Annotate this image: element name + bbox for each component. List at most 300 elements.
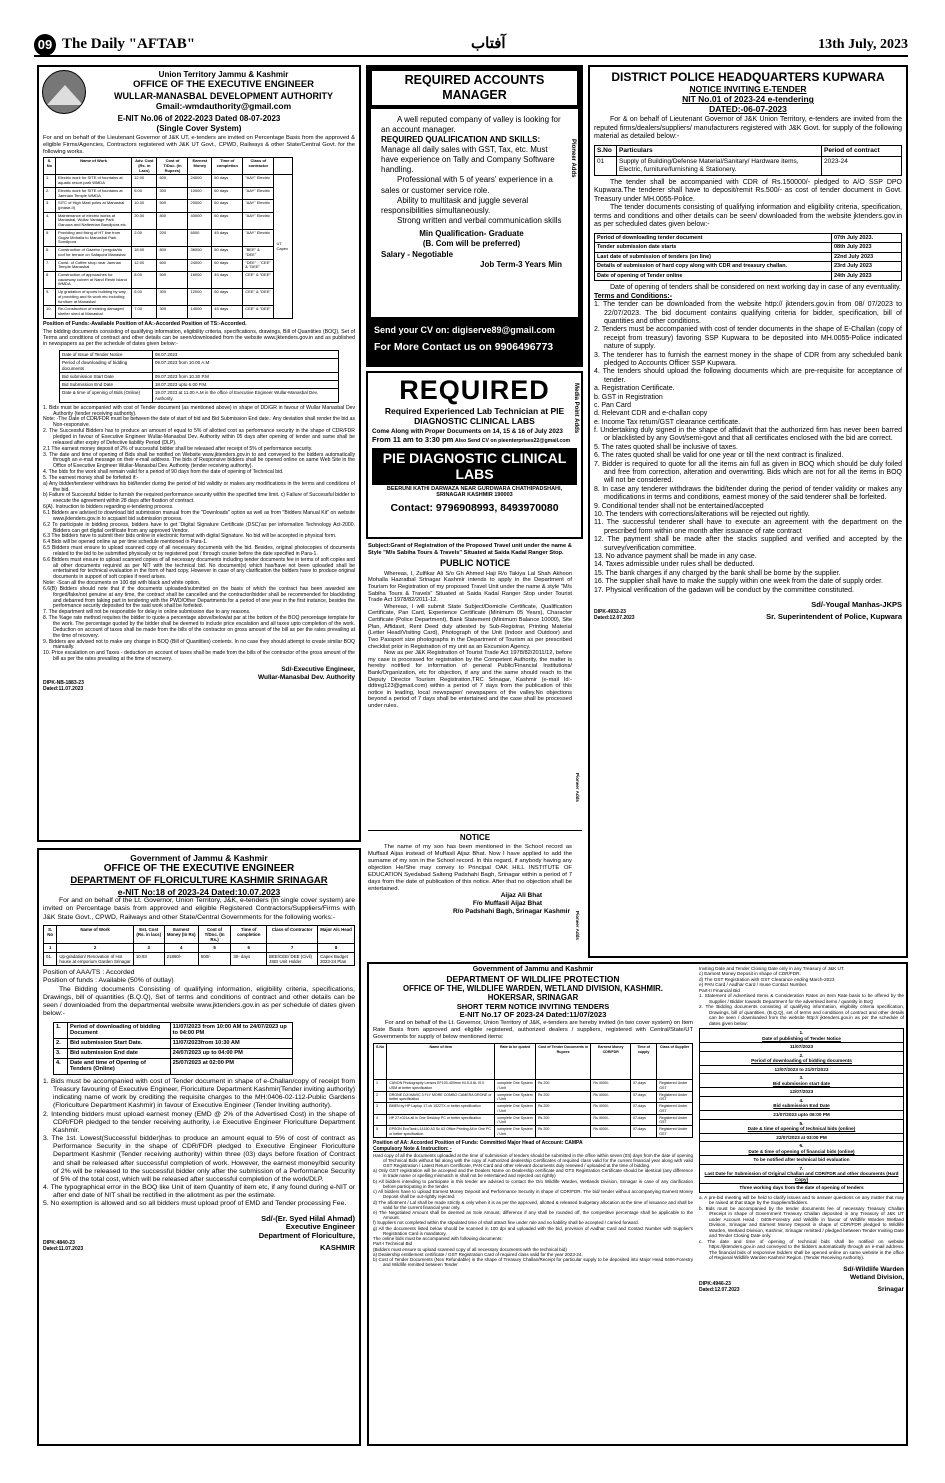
wular-work-cell: 24000 <box>188 259 212 271</box>
flori-work-cell: 500/- <box>198 952 231 965</box>
accounts-salary: Salary - Negotiable <box>381 249 454 259</box>
police-col-sno: S.No <box>595 145 617 156</box>
police-term-item: 13. No advance payment shall be made in any case. <box>594 552 757 560</box>
wular-work-cell: "AAY" Electric <box>243 212 274 229</box>
wular-work-cell: 60 days <box>212 259 243 271</box>
wild-sched-no: 4. <box>799 1097 804 1103</box>
wild-sched-label <box>700 1051 904 1065</box>
wular-date-row <box>60 381 339 389</box>
wild-item-cell: 1 <box>374 1080 387 1091</box>
wular-term-item: 5. The earnest money shall be forfeited if:- <box>43 474 139 481</box>
police-term-item: 6. The rates quoted shall be valid for one year or till the next contract is finalized. <box>594 452 844 460</box>
travel-body: Whereas, I, Zulfikar Ali S/o Gh Ahmed Haji R/o Takiya Lal Shah Akhoon Mohalla Hazratbal Srinagar Kashmir intends to apply in the Department of Tourism for Registration of my proposed Travel Unit under the name & style "M/s Sabiha Tours & Travels" Situated at Saida Kadal Ranger Stop under Tourist Trade Act 1978/82/2011-12. <box>368 570 572 604</box>
wular-work-cell: 800 <box>157 247 188 259</box>
wild-item-row <box>374 1080 693 1091</box>
wild-right-col2 <box>699 1195 904 1260</box>
lab-interview: Come Along with Proper Documents on 14, 15 & 16 of July 2023 <box>372 428 563 436</box>
flori-date-cell: 24/07/2023 up to 04:00 PM <box>170 1048 292 1058</box>
wild-sched-value: 21/07/2023 upto 06:00 PM <box>700 1111 904 1120</box>
wular-term-item: 6.5 Bidders must ensure to upload scanned copy of all necessary documents with the bid. Besides, original photocopies of documents related to the bid to be submitted physically or by registered post / through courier before the date specified in Para-1. <box>43 545 355 557</box>
wular-term-item: 6.4 Bids will be opened online as per time schedule mentioned in Para-1. <box>43 539 208 546</box>
flori-term-item: 3. The 1st. Lowest(Successful bidder)has to produce an amount equal to 5% of cost of contract as Performance Security in the shape of CDR/FDR pledged to Executive Engineer Floriculture Department Kashmir (Tender receiving authority) within three (03) days before fixation of Contract and shall be released after successful completion of work. However, the earnest money/bid security of 2% will be released to the successful bidder only after the submission of a Performance Security of 5% of the total cost, which will be released after successful completion of the work/DLP. <box>43 1135 355 1183</box>
wular-date-cell: 18.07.2023 upto 6.00 P.M. <box>152 381 338 389</box>
wular-date-cell: 08.07.2023 <box>152 351 338 359</box>
wild-item-cell: Registered Under GST <box>657 1126 693 1137</box>
name-sign2: F/o Muffasil Aijaz Bhat <box>472 900 542 907</box>
wild-item-cell: 4 <box>374 1114 387 1125</box>
newspaper-name: The Daily "AFTAB" <box>62 36 196 53</box>
wular-work-row <box>44 187 293 199</box>
wild-notes <box>373 1153 693 1268</box>
wild-sched-text: Date of publishing of Tender Notice <box>762 1035 841 1041</box>
wild-intro: For and on behalf of the Lt. Governor, Union Territory of J&K, e-tenders are hereby invited (in two cover system) on Item Rate Basis from approved and eligible registered, authorized dealers / suppliers, registered with Central/State/UT Governments for supply of below mentioned items: <box>373 1020 693 1040</box>
wular-work-cell: 20000 <box>188 200 212 212</box>
flori-num-col-header: 6 <box>231 944 267 952</box>
masthead <box>34 35 908 57</box>
wular-work-cell: Up gradation of sports building by way of providing and fix work etc including furniture at Manasbal <box>55 289 131 306</box>
wild-col-header: Cost of Tender Documents in Rupees <box>535 1044 590 1080</box>
flori-funds: Position of funds : Available (50% of outlay) <box>43 977 174 985</box>
wild-right-item: Inviting Date and Tender Closing Date only in any Treasury of J&K UT. <box>699 966 845 971</box>
lab-cv: Also Send CV on pieenterprises22@gmail.com <box>454 437 571 444</box>
wular-date-row <box>60 351 339 359</box>
police-nit: NIT No.01 of 2023-24 e-tendering <box>682 94 814 105</box>
wild-note-item: (Bidders must ensure to upload scanned copy of all necessary documents with the technical bid) <box>373 1246 567 1252</box>
police-date-cell: 07th July 2023. <box>832 233 902 242</box>
police-term-item: e. Income Tax return/GST clearance certificate. <box>594 418 741 426</box>
wild-item-cell: Rs 4000/- <box>591 1080 631 1091</box>
wild-right2-item: a. A pre-bid meeting will be held to clarify issues and to answer questions on any matter that may be raised at that stage by the Suppliers/bidders. <box>699 1195 904 1206</box>
wular-date-row <box>60 359 339 372</box>
flori-num-col-header: 3 <box>133 944 164 952</box>
wild-note-item: f) Suppliers not completed within the stipulated time of shall attract fine under rule and no liability shall be accepted / carried forward. <box>373 1220 639 1226</box>
wular-col-header: Adv. Cost (Rs. in Lacs) <box>132 158 157 175</box>
police-row-sno: 01 <box>595 156 617 175</box>
wular-work-cell: "AAY" Electric <box>243 200 274 212</box>
travel-side: Pioneer Adds <box>575 773 580 802</box>
wild-sched-label <box>700 1164 904 1184</box>
wild-sched-text: Last Date for Submission of Original Challan and CDR/FDR and other documents (Hard Copy) <box>704 1171 899 1182</box>
wild-item-cell: complete One System / Unit <box>495 1103 536 1114</box>
flori-num-col-header: 4 <box>164 944 198 952</box>
police-date-row <box>595 262 902 271</box>
wular-dates-table <box>59 350 339 403</box>
flori-date-cell: 2. <box>54 1039 68 1049</box>
wild-sched-row <box>700 1088 904 1097</box>
wild-aa: Position of AA: Accorded Position of Funds: Committed Major Head of Account: CAMPA <box>373 1139 583 1146</box>
flori-num-col-header: 7 <box>267 944 318 952</box>
page-number: 09 <box>34 34 56 56</box>
wild-col-header: S.No <box>374 1044 387 1080</box>
wular-dated: Dated:11.07.2023 <box>43 686 84 693</box>
police-date-cell: 24th July 2023 <box>832 271 902 280</box>
police-dated: DATED:-06-07-2023 <box>709 104 787 115</box>
wild-right2-item: c. The date and time of opening of technical bids shall be notified on website https://jktenders.gov.in and conveyed to the bidders automatically through an e-mail address. The financial bids of responsive bidders shall be opened online on same website in the office of Regional Wildlife Warden Kashmir Region. (Tender Receiving Authority). <box>699 1238 904 1260</box>
wular-term-item: 3. The date and time of opening of Bids shall be notified on Website www.jktenders.gov.in to and conveyed to the bidders automatically through an e-mail message on their e-mail address. The bids of Responsive bidders shall be opened online on same Web Site in the Office of Executive Engineer Wullar-Manasbal Dev. Authority (tender receiving authority). <box>43 451 355 470</box>
wild-sched-row <box>700 1065 904 1074</box>
wild-note-item: c) All bidders have to upload Earnest Money Deposit and Performance Security in shape of CDR/FDR. The bid/ tender without accompanying Earnest Money Deposit shall be out-rightly rejected. <box>373 1189 693 1200</box>
wild-sched-row <box>700 1051 904 1065</box>
accounts-cv: Send your CV on: digiserve89@gmail.com <box>374 324 555 335</box>
newspaper-logo: آفتاب <box>471 35 506 52</box>
wild-sched-row <box>700 1028 904 1042</box>
wular-work-row <box>44 175 293 187</box>
wild-note-item: Part-I Technical Bid <box>373 1241 413 1247</box>
wular-date-row <box>60 372 339 380</box>
police-date-row <box>595 252 902 261</box>
wular-date-cell: Bid submission Start Date <box>60 372 153 380</box>
wular-col-header: S. No <box>44 158 56 175</box>
lab-name: PIE DIAGNOSTIC CLINICAL LABS <box>372 448 577 485</box>
wild-item-cell: Rs 4000/- <box>591 1103 631 1114</box>
wild-col-header: Rate to be quoted <box>495 1044 536 1080</box>
wular-term-item: 6.1 Bidders are advised to download bid submission manual from the "Downloads" option as well as from "Bidders Manual Kit" on website www.jktenders.gov.in to acquaint bid submission process. <box>43 509 355 522</box>
wular-col-header: Time of completion <box>212 158 243 175</box>
wular-work-cell: 18.00 <box>132 247 157 259</box>
police-term-item: 17. Physical verification of the gadawn will be conduct by the committee constituted. <box>594 586 854 594</box>
wild-item-cell: complete One System / Unit <box>495 1080 536 1091</box>
flori-date-cell: 1. <box>54 1022 68 1038</box>
wild-item-cell: complete One System / Unit <box>495 1126 536 1137</box>
wild-sched-no: 5. <box>799 1120 804 1126</box>
wular-work-cell: Construction of approaches for causeway culvert at Nand Reshi Island WMDA <box>55 271 131 288</box>
wular-work-cell: 60 days <box>212 187 243 199</box>
wild-item-row <box>374 1114 693 1125</box>
wular-work-cell: 8.00 <box>132 271 157 288</box>
police-term-item: 11. The successful tenderer shall have to execute an agreement with the department on the prescribed form within one month after issuance of rate contract <box>594 519 902 535</box>
wular-work-row <box>44 259 293 271</box>
accounts-job-term: Job Term-3 Years Min <box>480 259 562 269</box>
wular-work-cell: Re-Construction of existing damaged shelter shed at Manasbal <box>55 306 131 318</box>
flori-col-header: Earnest Money (In Rs) <box>164 925 198 944</box>
wular-work-cell: 1. <box>44 175 56 187</box>
wild-govt: Government of Jammu and Kashmir <box>472 966 594 973</box>
wild-sched-label <box>700 1096 904 1110</box>
flori-col-header: Name of Work <box>57 925 134 944</box>
wular-work-cell: "AAY" Electric <box>243 175 274 187</box>
police-col-period: Period of contract <box>822 145 902 156</box>
wild-sched-row <box>700 1074 904 1088</box>
police-term-item: 7. Bidder is required to quote for all the items ain full as given in BOQ which should be duly foiled and free from correction, alteration and overwriting. Bids which are not for all the items in BOQ will not be considered. <box>594 460 902 485</box>
police-dipk: DIPK-4932-23 <box>594 608 626 615</box>
flori-govt: Government of Jammu & Kashmir <box>130 853 268 863</box>
name-sign1: Aijaz Ali Bhat <box>500 892 542 900</box>
wular-terms <box>43 406 355 663</box>
accounts-qual: Manage all daily sales with GST, Tax, etc. Must have experience on Tally and Company Software handling. <box>381 144 555 175</box>
wular-work-cell: "AAY" Electric <box>243 229 274 246</box>
wular-date-cell: Period of downloading of bidding documents <box>60 359 153 372</box>
lab-time: From 11 am to 3:30 pm <box>372 434 454 444</box>
wild-sched-row <box>700 1156 904 1165</box>
police-title: DISTRICT POLICE HEADQUARTERS KUPWARA <box>611 70 885 84</box>
wular-work-cell: 45 days <box>212 229 243 246</box>
wild-dept: DEPARTMENT OF WILDLIFE PROTECTION <box>446 974 620 985</box>
wular-term-item: a) Any bidder/tenderer withdraws his bid/tender during the period of bid validity or makes any modifications in the terms and conditions of the bid. <box>43 480 355 493</box>
wild-col-header: Earnest Money CDR/FDR <box>591 1044 631 1080</box>
wular-col-header: Earnest Money <box>188 158 212 175</box>
flori-work-cell: 30- days <box>231 952 267 965</box>
wild-dipk: DIPK:4946-23 <box>699 1280 731 1287</box>
flori-date-row <box>54 1048 293 1058</box>
police-term-item: 10. The tenders with corrections/alterations will be rejected out rightly. <box>594 511 810 518</box>
police-term-item: a. Registration Certificate. <box>594 385 675 393</box>
wular-email: Gmail:-wmdauthority@gmail.com <box>155 101 292 112</box>
wular-work-row <box>44 247 293 259</box>
wular-work-cell: 60 days <box>212 200 243 212</box>
police-date-cell: 22nd July 2023 <box>832 252 902 261</box>
police-sign2: Sr. Superintendent of Police, Kupwara <box>766 611 902 621</box>
wild-short: SHORT TERM NOTICE INVITING TENDERS <box>456 1001 610 1011</box>
wular-work-cell: 10.00 <box>132 200 157 212</box>
flori-col-header: Major A/c Head <box>318 925 355 944</box>
police-p3: Date of opening of tenders shall be considered on next working day in case of any eventuality. <box>610 284 901 292</box>
wild-sched-row <box>700 1164 904 1184</box>
wular-work-cell: 2.00 <box>132 229 157 246</box>
wular-term-item: Note: -The Date of CDR/FDR must be between the date of start of bid and Bid Submission End date.: Any deviation shall render the bid as Non-responsive. <box>43 416 355 429</box>
flori-dept: DEPARTMENT OF FLORICULTURE KASHMIR SRINAGAR <box>70 874 328 886</box>
wild-col-header: Name of item <box>387 1044 495 1080</box>
accounts-qual-head: REQUIRED QUALIFICATION AND SKILLS: <box>381 134 541 144</box>
wild-nit: E-NIT No.17 OF 2023-24 Dated:11/07/2023 <box>459 1010 607 1020</box>
wular-col-header: Cost of T/Doc. (In Rupees) <box>157 158 188 175</box>
flori-work-cell: 21880/- <box>164 952 198 965</box>
issue-date: 13th July, 2023 <box>818 36 908 52</box>
accounts-intro: A well reputed company of valley is looking for an account manager. <box>381 114 561 134</box>
wular-work-cell: 60 days <box>212 289 243 306</box>
wild-sched-no: 3. <box>799 1075 804 1081</box>
wular-work-cell: 5. <box>44 229 56 246</box>
wild-right-item: e) PAN Card / Aadhar Card / Inuse Contact Number. <box>699 982 808 988</box>
wular-work-cell: 6.00 <box>132 289 157 306</box>
police-intro: For & on behalf of Lieutenant Governor of J&K Union Territory, e-tenders are invited from the reputed firms/dealers/suppliers/ manufacturers registered with J&K Govt. for supply of the following material as detailed below:- <box>594 116 902 141</box>
lab-contact: Contact: 9796908993, 8493970080 <box>390 501 559 514</box>
flori-term-item: 4. The typographical error in the BOQ like Unit of item Quantity of item etc, if any found during e-NIT or after end date of NIT shall be rectified in the allotment as per the estimate. <box>43 1184 355 1200</box>
wild-office: OFFICE OF THE, WILDLIFE WARDEN, WETLAND DIVISION, KASHMIR. <box>403 984 663 994</box>
police-term-item: 16. The supplier shall have to make the supply within one week from the date of supply order. <box>594 578 883 586</box>
flori-sign1: Sd/-(Er. Syed Hilal Ahmad) <box>261 1213 355 1223</box>
wild-item-cell: Rs 200 <box>535 1103 590 1114</box>
flori-dipk: DIPK:4840-23 <box>43 1240 75 1247</box>
wular-work-cell: "AAY" Electric <box>243 187 274 199</box>
wular-work-cell: 12000 <box>188 289 212 306</box>
police-sub: NOTICE INVITING E-TENDER <box>689 84 807 95</box>
wular-work-row <box>44 200 293 212</box>
accounts-p2: Professional with 5 of years' experience in a sales or customer service role. <box>381 175 553 195</box>
wular-term-item: b) Failure of Successful bidder to furnish the required performance security within the specified time limit. c) Failure of Successful bidder to execute the agreement within 28 days after fixation of contract. <box>43 492 355 505</box>
police-term-item: d. Relevant CDR and e-challan copy <box>594 410 708 418</box>
wular-work-cell: 14000 <box>188 306 212 318</box>
wildlife-tender <box>367 962 908 1446</box>
wild-sign1: Sd/-Wildlife Warden <box>843 1266 904 1274</box>
wular-work-cell: 40000 <box>188 212 212 229</box>
accounts-p4: Strong written and verbal communication skills <box>397 216 562 226</box>
flori-date-cell: 11/07/2023 from 10:00 AM to 24/07/2023 up to 04:00 PM <box>170 1022 292 1038</box>
wild-col-header: Class of Supplier <box>657 1044 693 1080</box>
wular-date-row <box>60 389 339 402</box>
flori-num-col-header: 2 <box>57 944 134 952</box>
flori-num-col-header: 8 <box>318 944 355 952</box>
lab-required: REQUIRED <box>399 375 550 405</box>
wild-note-item: d) The allotment / Lal shall be made strictly & only when it is as per the approved, allotted & released budgetary allocation at the time of issuance and shall be valid for the current financial year only. <box>373 1199 693 1210</box>
wular-work-cell: 4. <box>44 212 56 229</box>
wular-intro: For and on behalf of the Lieutenant Governor of J&K UT, e-tenders are invited on Percentage Basis from the approved & eligible Firms/Agencies, Contractors registered with J&K UT Govt., CPWD, Railways & other State/Central Govt. for the following works. <box>43 135 355 155</box>
police-term-item: b. GST in Registration <box>594 393 663 401</box>
flori-date-row <box>54 1039 293 1049</box>
wular-manasbal-tender <box>37 65 361 842</box>
wular-work-row <box>44 306 293 318</box>
flori-office: OFFICE OF THE EXECUTIVE ENGINEER <box>103 863 295 875</box>
wild-item-cell: complete One System / Unit <box>495 1114 536 1125</box>
wular-work-cell: CEE" & "DEE" <box>243 289 274 306</box>
police-date-cell: 08th July 2023 <box>832 243 902 252</box>
wild-sign3: Srinagar <box>877 1285 904 1293</box>
wild-item-cell: Rs 200 <box>535 1114 590 1125</box>
wild-col-header: Time of supply <box>631 1044 657 1080</box>
flori-term-item: 5. No exemption is allowed and so all bidders must upload proof of EMD and Tender processing Fee. <box>43 1200 347 1208</box>
floriculture-tender <box>37 848 361 1446</box>
wular-bidding: The bidding documents consisting of qualifying information, eligibility criteria, specifications, drawings, Bill of Quantities (BOQ), Set of Terms and conditions of contract and other details can be seen/downloaded from the website www.jktenders.gov.in and as published in newspapers as per the schedule of dates given below:- <box>43 328 355 348</box>
wular-term-item: 6.6(B) Bidders should note that if the documents uploaded/submitted on the basis of which the contract has been awarded are forged/fake/not genuine at any time, the contract shall be cancelled and the contractor/bidder shall be recommended for blacklisting and debarred from taking part in tendering with the PWD/Other Departments for a period of one year in the first instance, besides the performance security deposited for the said work shall be forfeited. <box>43 585 355 610</box>
flori-col-header: Class of Contractor <box>267 925 318 944</box>
accounts-p3: Ability to multitask and juggle several responsibilities simultaneously. <box>381 195 529 215</box>
flori-sign2: Executive Engineer <box>285 1222 355 1232</box>
police-row-period: 2023-24 <box>822 156 902 175</box>
wild-item-row <box>374 1091 693 1102</box>
flori-date-cell: Period of downloading of bidding Document <box>68 1022 171 1038</box>
wular-sign1: Sd/-Executive Engineer, <box>281 665 355 673</box>
wular-term-item: 10. Price escalation on and Taxes - deduction on account of taxes shall be made from the bills of the contractor of the gross amount of the bill as per the rates prevailing at the time of recovery. <box>43 650 355 663</box>
wular-work-cell: 45 days <box>212 306 243 318</box>
wular-work-cell: 200 <box>157 229 188 246</box>
wild-item-cell: Rs 4000/- <box>591 1091 631 1102</box>
wular-govt: Union Territory Jammu & Kashmir <box>158 70 289 79</box>
wild-sched-label <box>700 1119 904 1133</box>
wular-work-cell: Const. of Coffee shop near Jamnan Temple Manasbal <box>55 259 131 271</box>
wular-work-cell: 8. <box>44 271 56 288</box>
wular-dipk: DIPK-NB-1883-23 <box>43 680 84 687</box>
wild-item-cell: Rs 200 <box>535 1080 590 1091</box>
wular-work-cell: 600 <box>157 175 188 187</box>
wular-work-cell: 12.00 <box>132 259 157 271</box>
wild-item-cell: Registered Under GST <box>657 1080 693 1091</box>
lab-address: BEERUNI KATHI DARWAZA NEAR GURDWARA CHATHIPADSHAHI, SRINAGAR KASHMIR 190003 <box>386 485 563 499</box>
wild-item-cell: Rs 200 <box>535 1091 590 1102</box>
wular-work-cell: 60 days <box>212 247 243 259</box>
police-row-particulars: Supply of Building/Defense Material/Sanitary/ Hardware items, Electric, furniture/furnishing & Stationery. <box>617 156 822 175</box>
police-term-item: 5. The rates quoted shall be inclusive of taxes. <box>594 443 738 451</box>
wular-work-cell: "BEE" & "DEE" <box>243 247 274 259</box>
wular-work-cell: 3. <box>44 200 56 212</box>
wild-sched-value: Three working days from the date of opening of tenders <box>700 1184 904 1193</box>
name-notice-body: The name of my son has been mentioned in the School record as Muffasil Aijas instead of Muffasil Aijaz Bhat. Now I have applied to add the surname of my son in the School record. In this regard, if anybody having any objection He/She may convey to Principal OAK HILL INSTITUTE OF EDUCATION Syedabad Salteng Padshahi Bagh, Srinagar within a period of 7 days from the date of publication of this notice. After that no objection shall be entertained. <box>368 844 572 892</box>
wild-item-cell: HP 27-r021a all in One Desktop PC or better specification <box>387 1114 495 1125</box>
flori-term-item: 2. Intending bidders must upload earnest money (EMD @ 2% of the Advertised Cost) in the shape of CDR/FDR pledged to the tender receiving authority, i.e Executive Engineer Floriculture Department Kashmir. <box>43 1110 355 1134</box>
wild-item-cell: 07-days <box>631 1103 657 1114</box>
flori-col-header: S. No <box>44 925 57 944</box>
police-term-item: 4. The tenders should upload the following documents which are pre-requisite for acceptance of tender. <box>594 368 902 384</box>
wular-term-item: 8. The %age rate method requires the bidder to quote a percentage above/below/at par at the bottom of the BOQ percentage template for the work. The percentage quoted by the bidder shall be deemed to include price escalation and all taxes upto completion of the work. Deduction on account of taxes shall be made from the bills of the contractor on gross amount of the bill as per the rates prevailing at the time of recovery. <box>43 615 355 639</box>
wild-item-cell: Registered Under GST <box>657 1103 693 1114</box>
police-col-particulars: Particulars <box>617 145 822 156</box>
wular-office: OFFICE OF THE EXECUTIVE ENGINEER <box>132 79 315 91</box>
police-term-item: c. Pan Card <box>594 401 631 409</box>
wild-sched-value: 11/07/2023 <box>700 1043 904 1052</box>
police-date-cell: Tender submission date starts <box>595 243 832 252</box>
wild-items-table <box>373 1043 693 1137</box>
flori-sign4: KASHMIR <box>320 1242 355 1252</box>
police-term-item: 12. The payment shall be made after the stacks supplied and verified and accepted by the survey/verification committee. <box>594 536 902 552</box>
police-date-cell: Date of opening of Tender online <box>595 271 832 280</box>
police-date-row <box>595 233 902 242</box>
wular-work-cell: 600 <box>157 259 188 271</box>
accounts-side: Pioneer Adds <box>570 138 576 177</box>
name-sign3: R/o Padshahi Bagh, Srinagar Kashmir <box>452 907 570 915</box>
police-term-item: 15. The bank charges if any charged by the bank shall be borne by the supplier. <box>594 569 841 577</box>
wild-note-item: e) The Negotiated Amount shall be deemed as Sole Amount, difference if any shall be rounded off, the competitive percentage shall be applicable to the Amount. <box>373 1210 693 1221</box>
wular-work-cell: 12.00 <box>132 175 157 187</box>
flori-date-cell: Bid submission End date <box>68 1048 171 1058</box>
accounts-title: REQUIRED ACCOUNTS MANAGER <box>371 70 578 106</box>
wular-col-header: Class of contractor <box>243 158 274 175</box>
wular-date-cell: 19.07.2023 at 11.00 A.M in the office of Executive Engineer Wullar-Manasbal Dev. Authority. <box>152 389 338 402</box>
name-change-notice <box>368 830 582 957</box>
wild-sched-value: 22/07/2023 at 03:00 PM <box>700 1133 904 1142</box>
police-p1: The tender shall be accompanied with CDR of Rs.150000/- pledged to A/O SSP DPO Kupwara.The tenderer shall have to deposit/remit Rs.500/- as cost of tender document in Govt. Treasury under MH.0055-Police. <box>594 178 902 203</box>
travel-public-notice <box>368 543 582 827</box>
flori-works-table <box>43 925 355 966</box>
wular-nit: E-NIT No.06 of 2022-2023 Dated 08-07-2023 <box>117 114 281 124</box>
wular-work-cell: 2. <box>44 187 56 199</box>
wild-item-cell: 2 <box>374 1091 387 1102</box>
travel-title: PUBLIC NOTICE <box>439 558 510 569</box>
wular-work-cell: 10000 <box>188 187 212 199</box>
wular-work-row <box>44 212 293 229</box>
wild-sched-no: 6. <box>799 1143 804 1149</box>
flori-sign3: Department of Floriculture, <box>258 1231 355 1241</box>
wild-sched-row <box>700 1043 904 1052</box>
wild-sched-text: Bid submission End Date <box>773 1103 830 1109</box>
wular-cover: (Single Cover System) <box>156 123 242 133</box>
wular-term-item: 2.1 The earnest money deposit of 2% of successful bidder shall be released after receipt of 5% of performance security. <box>43 445 313 452</box>
wular-date-cell: Date of Issue of Tender Notice <box>60 351 153 359</box>
wular-term-item: 2. The Successful Bidders has to produce an amount of equal to 5% of allotted cost as performance security in the shape of CDR/FDR pledged in favour of Executive Engineer Wullar-Manasbal Dev. Authority within 05 days after opening of tender and same shall be released after expiry of Defective liability Period (DLP). <box>43 428 355 446</box>
wular-work-cell: 6. <box>44 247 56 259</box>
wular-work-cell: 20.00 <box>132 212 157 229</box>
wular-term-item: 4. The bids for the work shall remain valid for a period of 90 days from the date of opening of Technical bid. <box>43 469 284 476</box>
flori-dates-table <box>53 1022 293 1075</box>
wild-sched-row <box>700 1142 904 1156</box>
wular-work-cell: 300 <box>157 306 188 318</box>
wular-work-cell: Construction of Gazebo / pergola/tin roof for terrace on Safapora Manasbal <box>55 247 131 259</box>
wild-right2-item: b. Bids must be accompanied by the tender documents fee of necessary Treasury Challan /Receipt in shape of Government Treasury Challan deposited in any Treasury of J&K UT under Account Head : 0406-Forestry and Wildlife in favour of Wildlife Warden Wetland Division, Srinagar and Earnest Money Deposit in shape of CDR/FDR pledged to Wildlife Warden, Wetland Division, Kashmir, Srinagar remitted / pledged between Tender Inviting Date and Tender Closing Date only. <box>699 1205 904 1239</box>
flori-date-cell: 25/07/2023 at 02:00 PM <box>170 1058 292 1074</box>
flori-dated: Dated:11.07.2023 <box>43 1245 84 1252</box>
wular-work-cell: Electric work for SITE of fountains at Jamnain Temple WMDA <box>55 187 131 199</box>
wild-sched-text: Period of downloading of bidding documents <box>751 1058 852 1064</box>
wular-authority: WULLAR-MANASBAL DEVELOPMENT AUTHORITY <box>114 90 333 101</box>
wular-work-cell: 800 <box>157 212 188 229</box>
wild-item-cell: 07-days <box>631 1126 657 1137</box>
wild-sched-no: 2. <box>799 1052 804 1058</box>
police-kupwara-tender <box>588 65 908 958</box>
flori-nit: e-NIT No:18 of 2023-24 Dated:10.07.2023 <box>117 887 281 898</box>
wild-sched-row <box>700 1119 904 1133</box>
police-date-row <box>595 243 902 252</box>
flori-intro: For and on behalf of the Lt. Governor, Union Territory, J&K, e-tenders (In single cover system) are invited on Percentage basis from approved and eligible Registered Contractors/Suppliers/Firms with J&K State Govt., CPWD, Railways and other State/Central Governments for the following works:- <box>43 897 355 921</box>
wild-sched-no: 1. <box>799 1029 804 1035</box>
flori-col-header: Time of completion <box>231 925 267 944</box>
police-term-item: 1. The tender can be downloaded from the website http:// jktenders.gov.in from 08/ 07/2023 to 22/07/2023. The bid document contains qualifying criteria for bidder, specification, bill of quantities and other conditions. <box>594 301 902 326</box>
